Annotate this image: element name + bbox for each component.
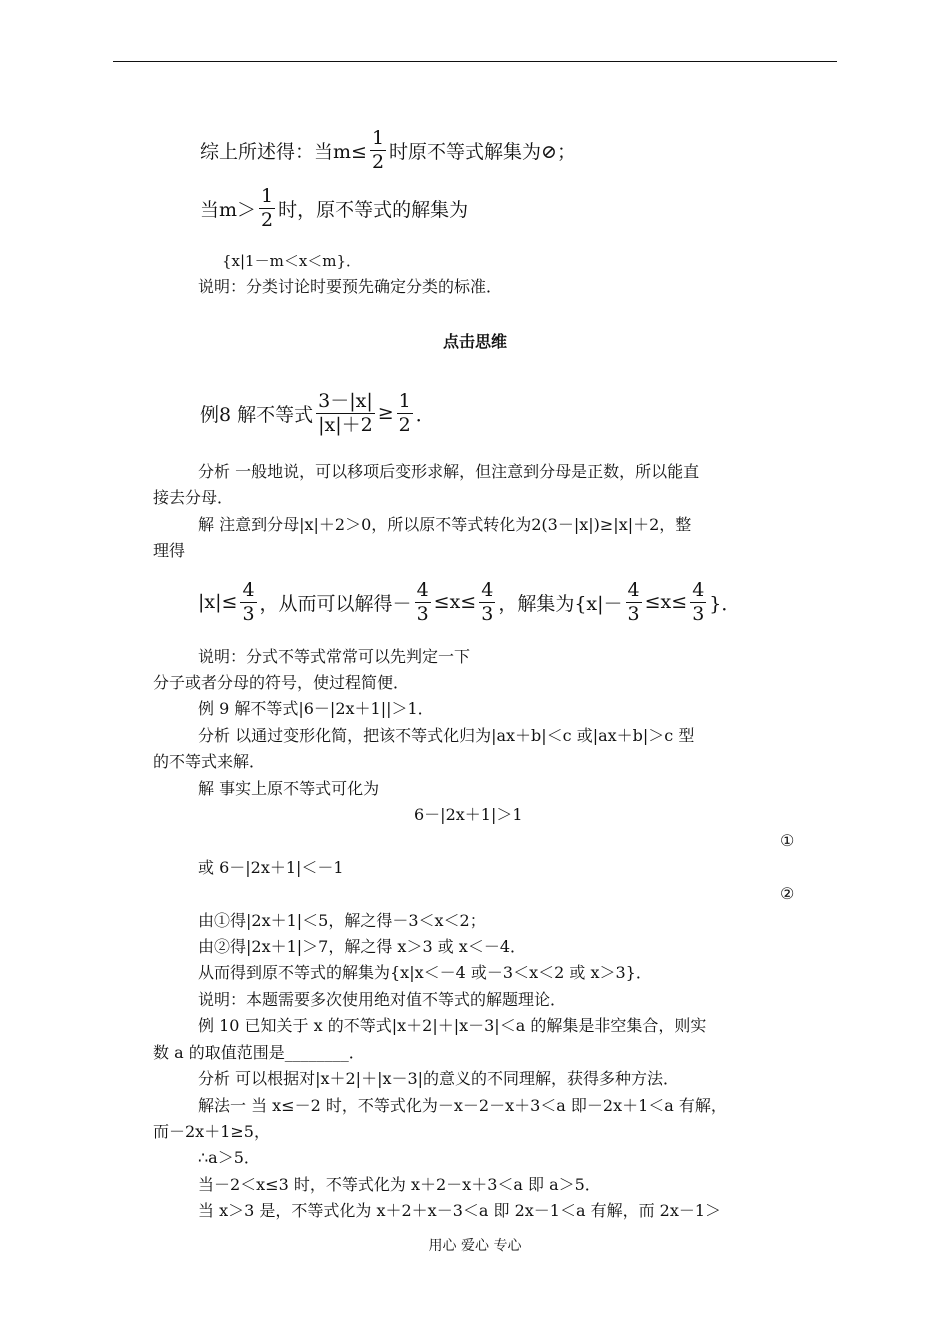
example-9-equation-2: 或 6－|2x＋1|＜－1: [198, 858, 344, 877]
example-9-analysis: 分析 以通过变形化简，把该不等式化归为|ax＋b|＜c 或|ax＋b|＞c 型: [198, 726, 695, 745]
example-8-note: 说明：分式不等式常常可以先判定一下: [198, 647, 471, 666]
fraction-half: $\frac{1}{2}$: [261, 185, 274, 231]
example-10-case-2: 当－2＜x≤3 时，不等式化为 x＋2－x＋3＜a 即 a＞5．: [198, 1175, 601, 1194]
fraction-half: $\frac{1}{2}$: [371, 127, 385, 173]
example-9-equation-1: 6－|2x＋1|＞1: [414, 805, 523, 824]
summary-text: 当m＞: [200, 198, 257, 221]
example-9-step-3: 从而得到原不等式的解集为{x|x＜－4 或－3＜x＜2 或 x＞3}．: [198, 963, 652, 982]
example-10-method-1-cont: 而－2x＋1≥5，: [153, 1122, 270, 1141]
example-9-step-2: 由②得|2x＋1|＞7，解之得 x＞3 或 x＜－4．: [198, 937, 527, 956]
example-9-analysis-cont: 的不等式来解．: [153, 752, 266, 771]
summary-text: 时，原不等式的解集为: [278, 198, 469, 221]
example-8-analysis-cont: 接去分母．: [153, 488, 234, 507]
example-8-result: |x|≤ $\frac{4}{3}$ ，从而可以解得－ $\frac{4}{3}$ ≤x≤ $\frac{4}{3}$ ，解集为{x|－ $\frac{4}{3}$ ≤x≤ $\frac{4}{3}$ }．: [198, 579, 741, 625]
page-footer: 用心 爱心 专心: [428, 1238, 522, 1254]
summary-text: 时原不等式解集为⊘；: [389, 140, 576, 163]
example-10-title: 例 10 已知关于 x 的不等式|x＋2|＋|x－3|＜a 的解集是非空集合，则实: [198, 1016, 707, 1035]
solution-set: {x|1－m＜x＜m}．: [222, 252, 362, 270]
fraction-rhs: $\frac{1}{2}$: [398, 390, 411, 436]
summary-line-1: [200, 128, 576, 173]
example-8-analysis: 分析 一般地说，可以移项后变形求解，但注意到分母是正数，所以能直: [198, 462, 700, 481]
example-10-case-3: 当 x＞3 是，不等式化为 x＋2＋x－3＜a 即 2x－1＜a 有解，而 2x－1＞: [198, 1201, 722, 1220]
example-8-solution-cont: 理得: [153, 541, 186, 560]
summary-line-2: [200, 186, 468, 231]
fraction-lhs: $\frac{3-|x|}{|x|+2}$: [318, 390, 373, 436]
example-10-therefore: ∴a＞5．: [198, 1148, 260, 1167]
example-9-solution: 解 事实上原不等式可化为: [198, 779, 380, 798]
summary-text: 综上所述得：当m≤: [200, 140, 367, 163]
example-8-statement: 例8 解不等式 $\frac{3-|x|}{|x|+2}$ ≥ $\frac{1}{2}$ ．: [200, 390, 435, 436]
example-10-analysis: 分析 可以根据对|x＋2|＋|x－3|的意义的不同理解，获得多种方法．: [198, 1069, 680, 1088]
fraction-four-thirds: $\frac{4}{3}$: [481, 579, 494, 625]
equation-marker-1: ①: [780, 831, 795, 850]
fraction-four-thirds: $\frac{4}{3}$: [416, 579, 429, 625]
header-rule: [113, 61, 837, 62]
fraction-four-thirds: $\frac{4}{3}$: [242, 579, 255, 625]
section-title: 点击思维: [442, 332, 507, 351]
fraction-four-thirds: $\frac{4}{3}$: [627, 579, 640, 625]
example-9-title: 例 9 解不等式|6－|2x＋1||＞1．: [198, 699, 434, 718]
example-10-title-cont: 数 a 的取值范围是________．: [153, 1043, 365, 1062]
example-8-note-cont: 分子或者分母的符号，使过程简便．: [153, 673, 410, 692]
example-10-method-1: 解法一 当 x≤－2 时，不等式化为－x－2－x＋3＜a 即－2x＋1＜a 有解，: [198, 1096, 727, 1115]
summary-note: 说明：分类讨论时要预先确定分类的标准．: [198, 277, 503, 296]
fraction-four-thirds: $\frac{4}{3}$: [692, 579, 705, 625]
example-9-note: 说明：本题需要多次使用绝对值不等式的解题理论．: [198, 990, 567, 1009]
equation-marker-2: ②: [780, 884, 795, 903]
example-8-solution: 解 注意到分母|x|＋2＞0，所以原不等式转化为2(3－|x|)≥|x|＋2，整: [198, 515, 692, 534]
example-9-step-1: 由①得|2x＋1|＜5，解之得－3＜x＜2；: [198, 911, 486, 930]
